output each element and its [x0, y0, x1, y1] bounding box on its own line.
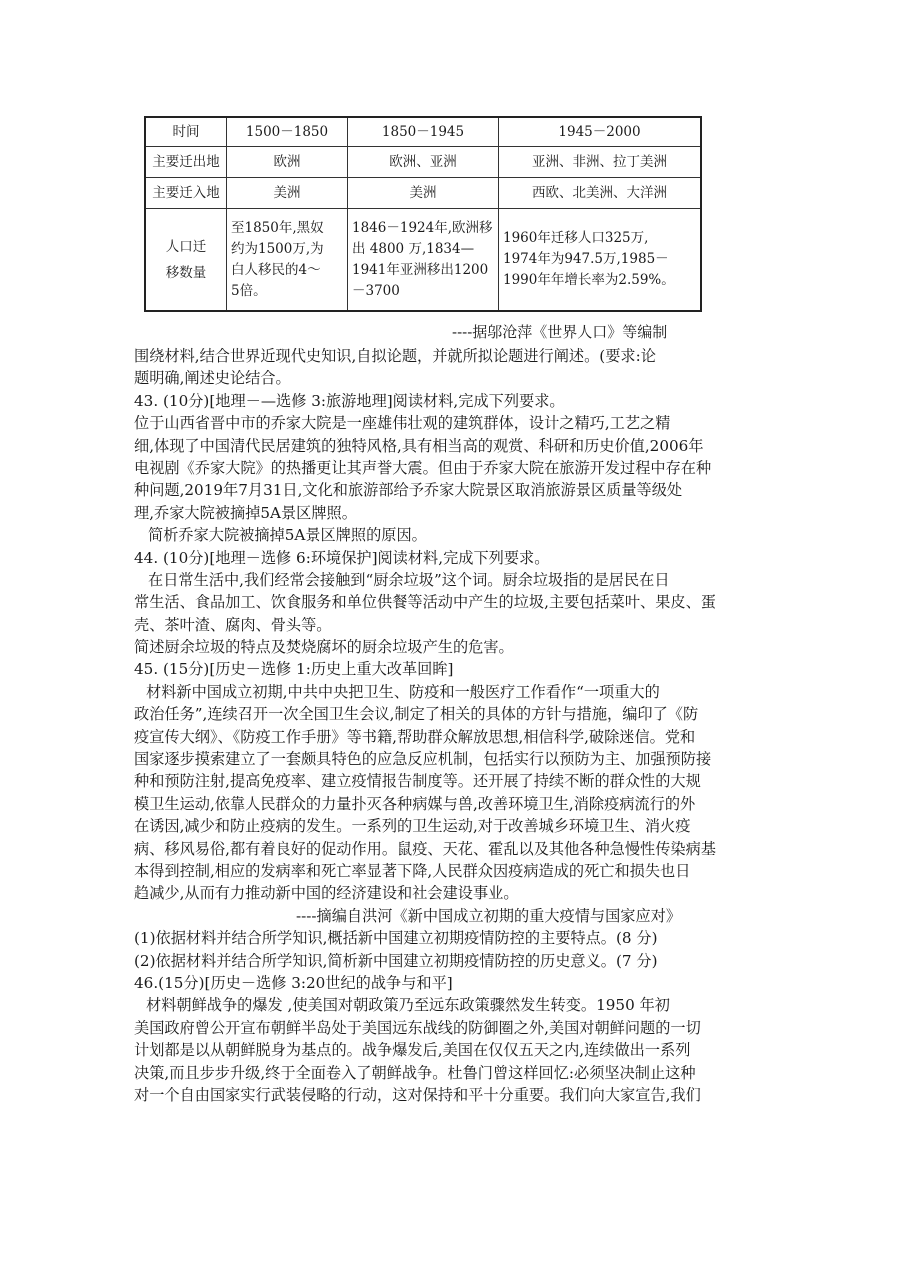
text-line: 模卫生运动,依靠人民群众的力量扑灭各种病媒与兽,改善环境卫生,消除疫病流行的外 — [134, 794, 696, 813]
table-row — [145, 209, 701, 312]
text-line: 电视剧《乔家大院》的热播更让其声誉大震。但由于乔家大院在旅游开发过程中存在种 — [134, 458, 712, 477]
text-line: 对一个自由国家实行武装侵略的行动，这对保持和平十分重要。我们向大家宣告,我们 — [134, 1085, 701, 1104]
question-46-heading: 46.(15分)[历史－选修 3:20世纪的战争与和平] — [134, 973, 453, 992]
text-line: 围绕材料,结合世界近现代史知识,自拟论题，并就所拟论题进行阐述。(要求:论 — [134, 347, 656, 365]
table-cell: 欧洲、亚洲 — [348, 147, 499, 178]
text-line: 国家逐步摸索建立了一套颇具特色的应急反应机制，包括实行以预防为主、加强预防接 — [134, 750, 712, 769]
table-header-cell: 1500－1850 — [227, 117, 348, 147]
text-line: 理,乔家大院被摘掉5A景区牌照。 — [134, 503, 357, 522]
text-line: 政治任务”,连续召开一次全国卫生会议,制定了相关的具体的方针与措施，编印了《防 — [134, 705, 699, 724]
text-line: 题明确,阐述史论结合。 — [134, 369, 291, 388]
text-line: 计划都是以从朝鲜脱身为基点的。战争爆发后,美国在仅仅五天之内,连续做出一系列 — [134, 1041, 691, 1060]
text-line: 种问题,2019年7月31日,文化和旅游部给予乔家大院景区取消旅游景区质量等级处 — [134, 481, 683, 500]
table-cell: 1846－1924年,欧洲移 出 4800 万,1834— 1941年亚洲移出1200 －3700 — [348, 209, 499, 312]
table-cell: 亚洲、非洲、拉丁美洲 — [499, 147, 702, 178]
body-text — [134, 345, 744, 1106]
table-row-label: 人口迁 移数量 — [145, 209, 227, 312]
source-citation: ----摘编自洪河《新中国成立初期的重大疫情与国家应对》 — [296, 906, 682, 925]
question-45-heading: 45. (15分)[历史－选修 1:历史上重大改革回眸] — [134, 660, 454, 679]
text-line: 疫宣传大纲》、《防疫工作手册》等书籍,帮助群众解放思想,相信科学,破除迷信。党和 — [134, 727, 696, 746]
text-line: 壳、茶叶渣、腐肉、骨头等。 — [134, 615, 332, 634]
text-line: 材料新中国成立初期,中共中央把卫生、防疫和一般医疗工作看作“一项重大的 — [146, 682, 660, 701]
text-line: 位于山西省晋中市的乔家大院是一座雄伟壮观的建筑群体，设计之精巧,工艺之精 — [134, 414, 671, 433]
text-line: 常生活、食品加工、饮食服务和单位供餐等活动中产生的垃圾,主要包括菜叶、果皮、蛋 — [134, 593, 716, 612]
table-header-row — [145, 117, 701, 147]
question-44-heading: 44. (10分)[地理－选修 6:环境保护]阅读材料,完成下列要求。 — [134, 548, 550, 567]
table-cell: 欧洲 — [227, 147, 348, 178]
table-header-cell: 1850－1945 — [348, 117, 499, 147]
text-line: 材料朝鲜战争的爆发 ,使美国对朝政策乃至远东政策骤然发生转变。1950 年初 — [146, 996, 670, 1015]
question-43-heading: 43. (10分)[地理－—选修 3:旅游地理]阅读材料,完成下列要求。 — [134, 391, 565, 410]
sub-question-1: (1)依据材料并结合所学知识,概括新中国建立初期疫情防控的主要特点。(8 分) — [134, 929, 658, 948]
table-cell: 西欧、北美洲、大洋洲 — [499, 178, 702, 209]
table-row-label: 主要迁入地 — [145, 178, 227, 209]
question-prompt: 简述厨余垃圾的特点及焚烧腐坏的厨余垃圾产生的危害。 — [134, 638, 514, 657]
table-cell: 美洲 — [227, 178, 348, 209]
table-header-cell: 1945－2000 — [499, 117, 702, 147]
table-cell: 1960年迁移人口325万, 1974年为947.5万,1985－ 1990年年增长率为2.59%。 — [499, 209, 702, 312]
text-line: 病、移风易俗,都有着良好的促动作用。鼠疫、天花、霍乱以及其他各种急慢性传染病基 — [134, 839, 716, 858]
table-source: ----据邬沧萍《世界人口》等编制 — [452, 323, 668, 341]
text-line: 美国政府曾公开宣布朝鲜半岛处于美国远东战线的防御圈之外,美国对朝鲜问题的一切 — [134, 1018, 701, 1037]
table-row-label: 主要迁出地 — [145, 147, 227, 178]
question-prompt: 简析乔家大院被摘掉5A景区牌照的原因。 — [148, 526, 427, 545]
text-line: 细,体现了中国清代民居建筑的独特风格,具有相当高的观赏、科研和历史价值,2006年 — [134, 436, 704, 455]
text-line: 在诱因,减少和防止疫病的发生。一系列的卫生运动,对于改善城乡环境卫生、消火疫 — [134, 817, 691, 836]
table-cell: 美洲 — [348, 178, 499, 209]
text-line: 决策,而且步步升级,终于全面卷入了朝鲜战争。杜鲁门曾这样回忆:必须坚决制止这种 — [134, 1063, 696, 1082]
text-line: 本得到控制,相应的发病率和死亡率显著下降,人民群众因疫病造成的死亡和损失也日 — [134, 861, 691, 880]
text-line: 趋减少,从而有力推动新中国的经济建设和社会建设事业。 — [134, 884, 519, 903]
table-row — [145, 178, 701, 209]
text-line: 种和预防注射,提高免疫率、建立疫情报告制度等。还开展了持续不断的群众性的大规 — [134, 772, 701, 791]
migration-table — [144, 116, 702, 312]
table-cell: 至1850年,黑奴 约为1500万,为 白人移民的4～ 5倍。 — [227, 209, 348, 312]
table-header-cell: 时间 — [145, 117, 227, 147]
text-line: 在日常生活中,我们经常会接触到“厨余垃圾”这个词。厨余垃圾指的是居民在日 — [148, 570, 670, 589]
table-row — [145, 147, 701, 178]
sub-question-2: (2)依据材料并结合所学知识,简析新中国建立初期疫情防控的历史意义。(7 分) — [134, 951, 658, 970]
